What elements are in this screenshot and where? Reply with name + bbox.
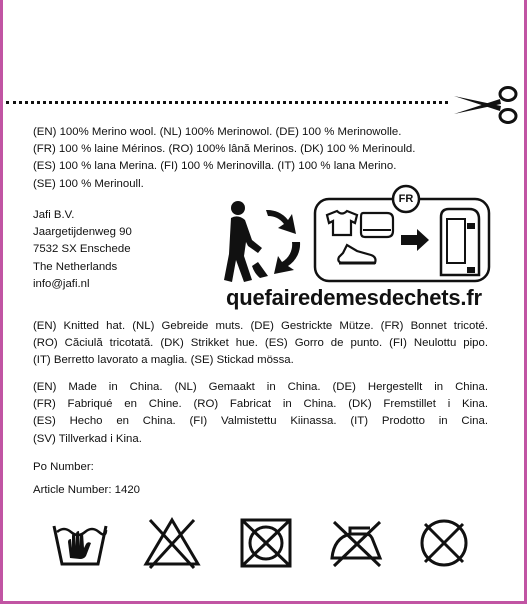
company-name: Jafi B.V. — [33, 209, 75, 221]
company-street: Jaargetijdenweg 90 — [33, 226, 132, 239]
hand-wash-icon — [50, 512, 110, 572]
materials-line: (FR) 100 % laine Mérinos. (RO) 100% lână Merinos. (DK) 100 % Merinould. — [33, 143, 416, 156]
origin-line: (ES) Hecho en China. (FI) Valmistettu Kiinassa. (IT) Prodotto in Cina. — [33, 415, 488, 428]
do-not-bleach-icon — [142, 512, 202, 572]
materials-line: (EN) 100% Merino wool. (NL) 100% Merinowol. (DE) 100 % Merinowolle. — [33, 126, 402, 138]
materials-line: (SE) 100 % Merinoull. — [33, 177, 144, 190]
triman-icon — [218, 196, 308, 284]
description-line: (IT) Berretto lavorato a maglia. (SE) Stickad mössa. — [33, 354, 294, 367]
company-email: info@jafi.nl — [33, 277, 90, 290]
recycling-website: quefairedemesdechets.fr — [226, 285, 482, 310]
origin-line: (SV) Tillverkad i Kina. — [33, 432, 142, 445]
description-line: (RO) Căciulă tricotată. (DK) Strikket hue. (ES) Gorro de punto. (FI) Neulottu pipo. — [33, 337, 488, 350]
do-not-iron-icon — [326, 512, 386, 572]
company-city: 7532 SX Enschede — [33, 243, 131, 256]
origin-line: (FR) Fabriqué en Chine. (RO) Fabricat in China. (DK) Fremstillet i Kina. — [33, 398, 488, 411]
do-not-tumble-dry-icon — [236, 512, 296, 572]
scissors-icon — [450, 82, 520, 128]
country-badge: FR — [398, 193, 414, 205]
product-description — [33, 318, 488, 370]
po-number: Po Number: — [33, 461, 94, 473]
company-address — [33, 207, 132, 293]
origin-line: (EN) Made in China. (NL) Gemaakt in China. (DE) Hergestellt in China. — [33, 381, 488, 393]
do-not-dry-clean-icon — [414, 512, 474, 572]
description-line: (EN) Knitted hat. (NL) Gebreide muts. (DE) Gestrickte Mütze. (FR) Bonnet tricoté. — [33, 320, 488, 332]
materials-line: (ES) 100 % lana Merina. (FI) 100 % Merinovilla. (IT) 100 % lana Merino. — [33, 160, 397, 173]
article-number: Article Number: 1420 — [33, 484, 140, 496]
origin-text — [33, 379, 488, 448]
company-country: The Netherlands — [33, 260, 118, 273]
cut-line — [6, 101, 448, 104]
